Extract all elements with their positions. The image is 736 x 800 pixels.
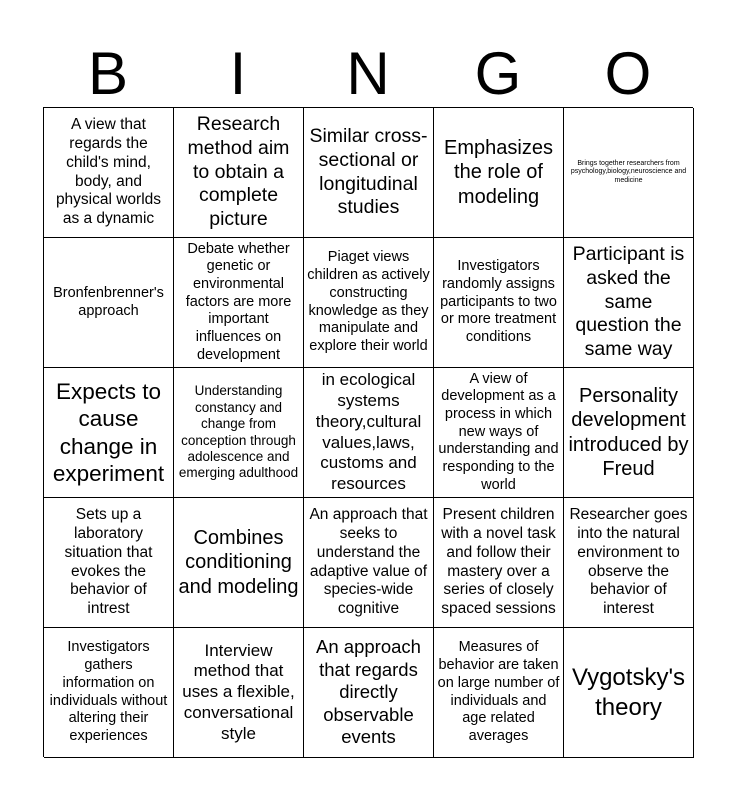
bingo-cell[interactable]: Piaget views children as actively constructing knowledge as they manipulate and explore their world — [304, 238, 434, 368]
bingo-grid — [43, 107, 693, 757]
bingo-cell[interactable]: Personality development introduced by Freud — [564, 368, 694, 498]
bingo-cell[interactable]: in ecological systems theory,cultural values,laws, customs and resources — [304, 368, 434, 498]
bingo-cell[interactable]: Understanding constancy and change from conception through adolescence and emerging adulthood — [174, 368, 304, 498]
bingo-cell[interactable]: Combines conditioning and modeling — [174, 498, 304, 628]
bingo-cell[interactable]: Expects to cause change in experiment — [44, 368, 174, 498]
bingo-cell[interactable]: Similar cross-sectional or longitudinal studies — [304, 108, 434, 238]
bingo-cell[interactable]: Sets up a laboratory situation that evokes the behavior of intrest — [44, 498, 174, 628]
bingo-cell[interactable]: An approach that regards directly observable events — [304, 628, 434, 758]
bingo-cell[interactable]: Investigators gathers information on individuals without altering their experiences — [44, 628, 174, 758]
bingo-cell[interactable]: Present children with a novel task and follow their mastery over a series of closely spaced sessions — [434, 498, 564, 628]
header-letter-b: B — [87, 40, 129, 107]
bingo-cell[interactable]: Brings together researchers from psychology,biology,neuroscience and medicine — [564, 108, 694, 238]
bingo-cell[interactable]: Participant is asked the same question the same way — [564, 238, 694, 368]
bingo-cell[interactable]: Investigators randomly assigns participants to two or more treatment conditions — [434, 238, 564, 368]
bingo-cell[interactable]: Measures of behavior are taken on large number of individuals and age related averages — [434, 628, 564, 758]
bingo-cell[interactable]: A view that regards the child's mind, body, and physical worlds as a dynamic — [44, 108, 174, 238]
bingo-cell[interactable]: Interview method that uses a flexible, conversational style — [174, 628, 304, 758]
bingo-header — [43, 40, 693, 108]
bingo-cell[interactable]: An approach that seeks to understand the adaptive value of species-wide cognitive — [304, 498, 434, 628]
bingo-cell[interactable]: Bronfenbrenner's approach — [44, 238, 174, 368]
header-letter-g: G — [474, 40, 522, 107]
header-letter-i: I — [229, 40, 247, 107]
bingo-cell[interactable]: Vygotsky's theory — [564, 628, 694, 758]
bingo-cell[interactable]: A view of development as a process in which new ways of understanding and responding to the world — [434, 368, 564, 498]
bingo-cell[interactable]: Debate whether genetic or environmental factors are more important influences on development — [174, 238, 304, 368]
bingo-cell[interactable]: Emphasizes the role of modeling — [434, 108, 564, 238]
header-letter-n: N — [346, 40, 390, 107]
header-letter-o: O — [604, 40, 652, 107]
bingo-cell[interactable]: Researcher goes into the natural environment to observe the behavior of interest — [564, 498, 694, 628]
bingo-cell[interactable]: Research method aim to obtain a complete picture — [174, 108, 304, 238]
